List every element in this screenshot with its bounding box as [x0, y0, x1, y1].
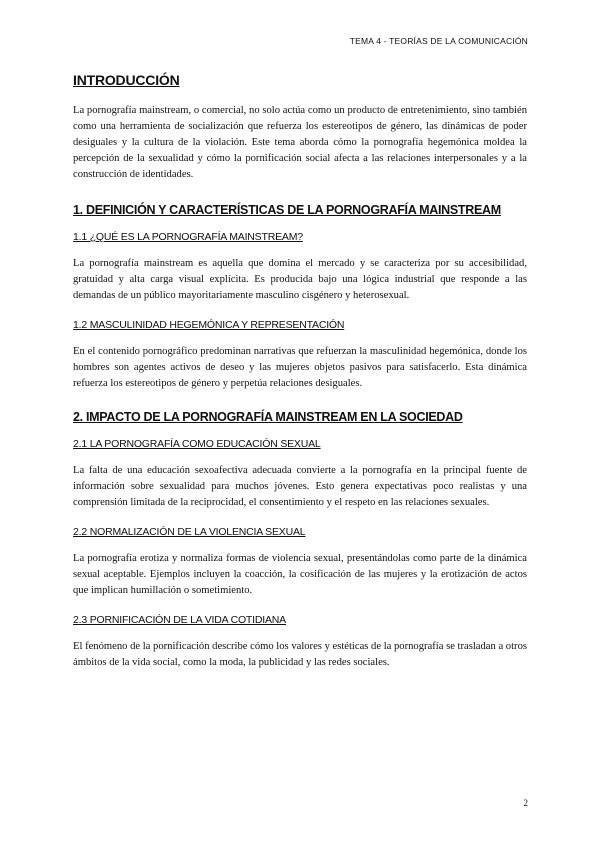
- subsection-2-3-paragraph: El fenómeno de la pornificación describe cómo los valores y estéticas de la pornografía se trasladan a otros ámbitos de la vida social, como la moda, la publicidad y las redes sociales.: [73, 641, 527, 668]
- subsection-2-2-paragraph: La pornografía erotiza y normaliza formas de violencia sexual, presentándolas como parte de la dinámica sexual aceptable. Ejemplos incluyen la coacción, la cosificación de las mujeres y la erotización de actos que implican humillación o sometimiento.: [73, 553, 527, 596]
- subsection-1-2-paragraph: En el contenido pornográfico predominan narrativas que refuerzan la masculinidad hegemónica, donde los hombres son agentes activos de deseo y las mujeres objetos pasivos para satisfacerlo. Esta dinámica refuerza los estereotipos de género y perpetúa relaciones desiguales.: [73, 346, 527, 389]
- page-number: 2: [523, 798, 528, 808]
- subsection-2-1-heading: 2.1 LA PORNOGRAFÍA COMO EDUCACIÓN SEXUAL: [73, 438, 321, 450]
- page-body: [73, 72, 527, 686]
- subsection-2-2-heading: 2.2 NORMALIZACIÓN DE LA VIOLENCIA SEXUAL: [73, 526, 306, 538]
- subsection-2-3-heading: 2.3 PORNIFICACIÓN DE LA VIDA COTIDIANA: [73, 614, 286, 626]
- subsection-1-1-heading: 1.1 ¿QUÉ ES LA PORNOGRAFÍA MAINSTREAM?: [73, 231, 303, 243]
- subsection-1-1-paragraph: La pornografía mainstream es aquella que domina el mercado y se caracteriza por su accesibilidad, gratuidad y alta carga visual explícita. Es producida bajo una lógica industrial que responde a las demandas de un público mayoritariamente masculino cisgénero y heterosexual.: [73, 258, 527, 301]
- intro-heading: INTRODUCCIÓN: [73, 72, 180, 88]
- subsection-2-1-paragraph: La falta de una educación sexoafectiva adecuada convierte a la pornografía en la principal fuente de información sobre sexualidad para muchos jóvenes. Esto genera expectativas poco realistas y una comprensión limitada de la reciprocidad, el consentimiento y el respeto en las relaciones sexuales.: [73, 465, 527, 508]
- section-2-heading: 2. IMPACTO DE LA PORNOGRAFÍA MAINSTREAM EN LA SOCIEDAD: [73, 410, 463, 424]
- subsection-1-2-heading: 1.2 MASCULINIDAD HEGEMÓNICA Y REPRESENTACIÓN: [73, 319, 345, 331]
- section-1-heading: 1. DEFINICIÓN Y CARACTERÍSTICAS DE LA PORNOGRAFÍA MAINSTREAM: [73, 203, 501, 217]
- intro-paragraph: La pornografía mainstream, o comercial, no solo actúa como un producto de entretenimiento, sino también como una herramienta de socialización que refuerza los estereotipos de género, las dinámicas de poder desiguales y la cultura de la violación. Este tema aborda cómo la pornografía hegemónica moldea la percepción de la sexualidad y cómo la pornificación social afecta a las relaciones interpersonales y a la construcción de identidades.: [73, 105, 527, 180]
- running-header: TEMA 4 - TEORÍAS DE LA COMUNICACIÓN: [349, 36, 528, 46]
